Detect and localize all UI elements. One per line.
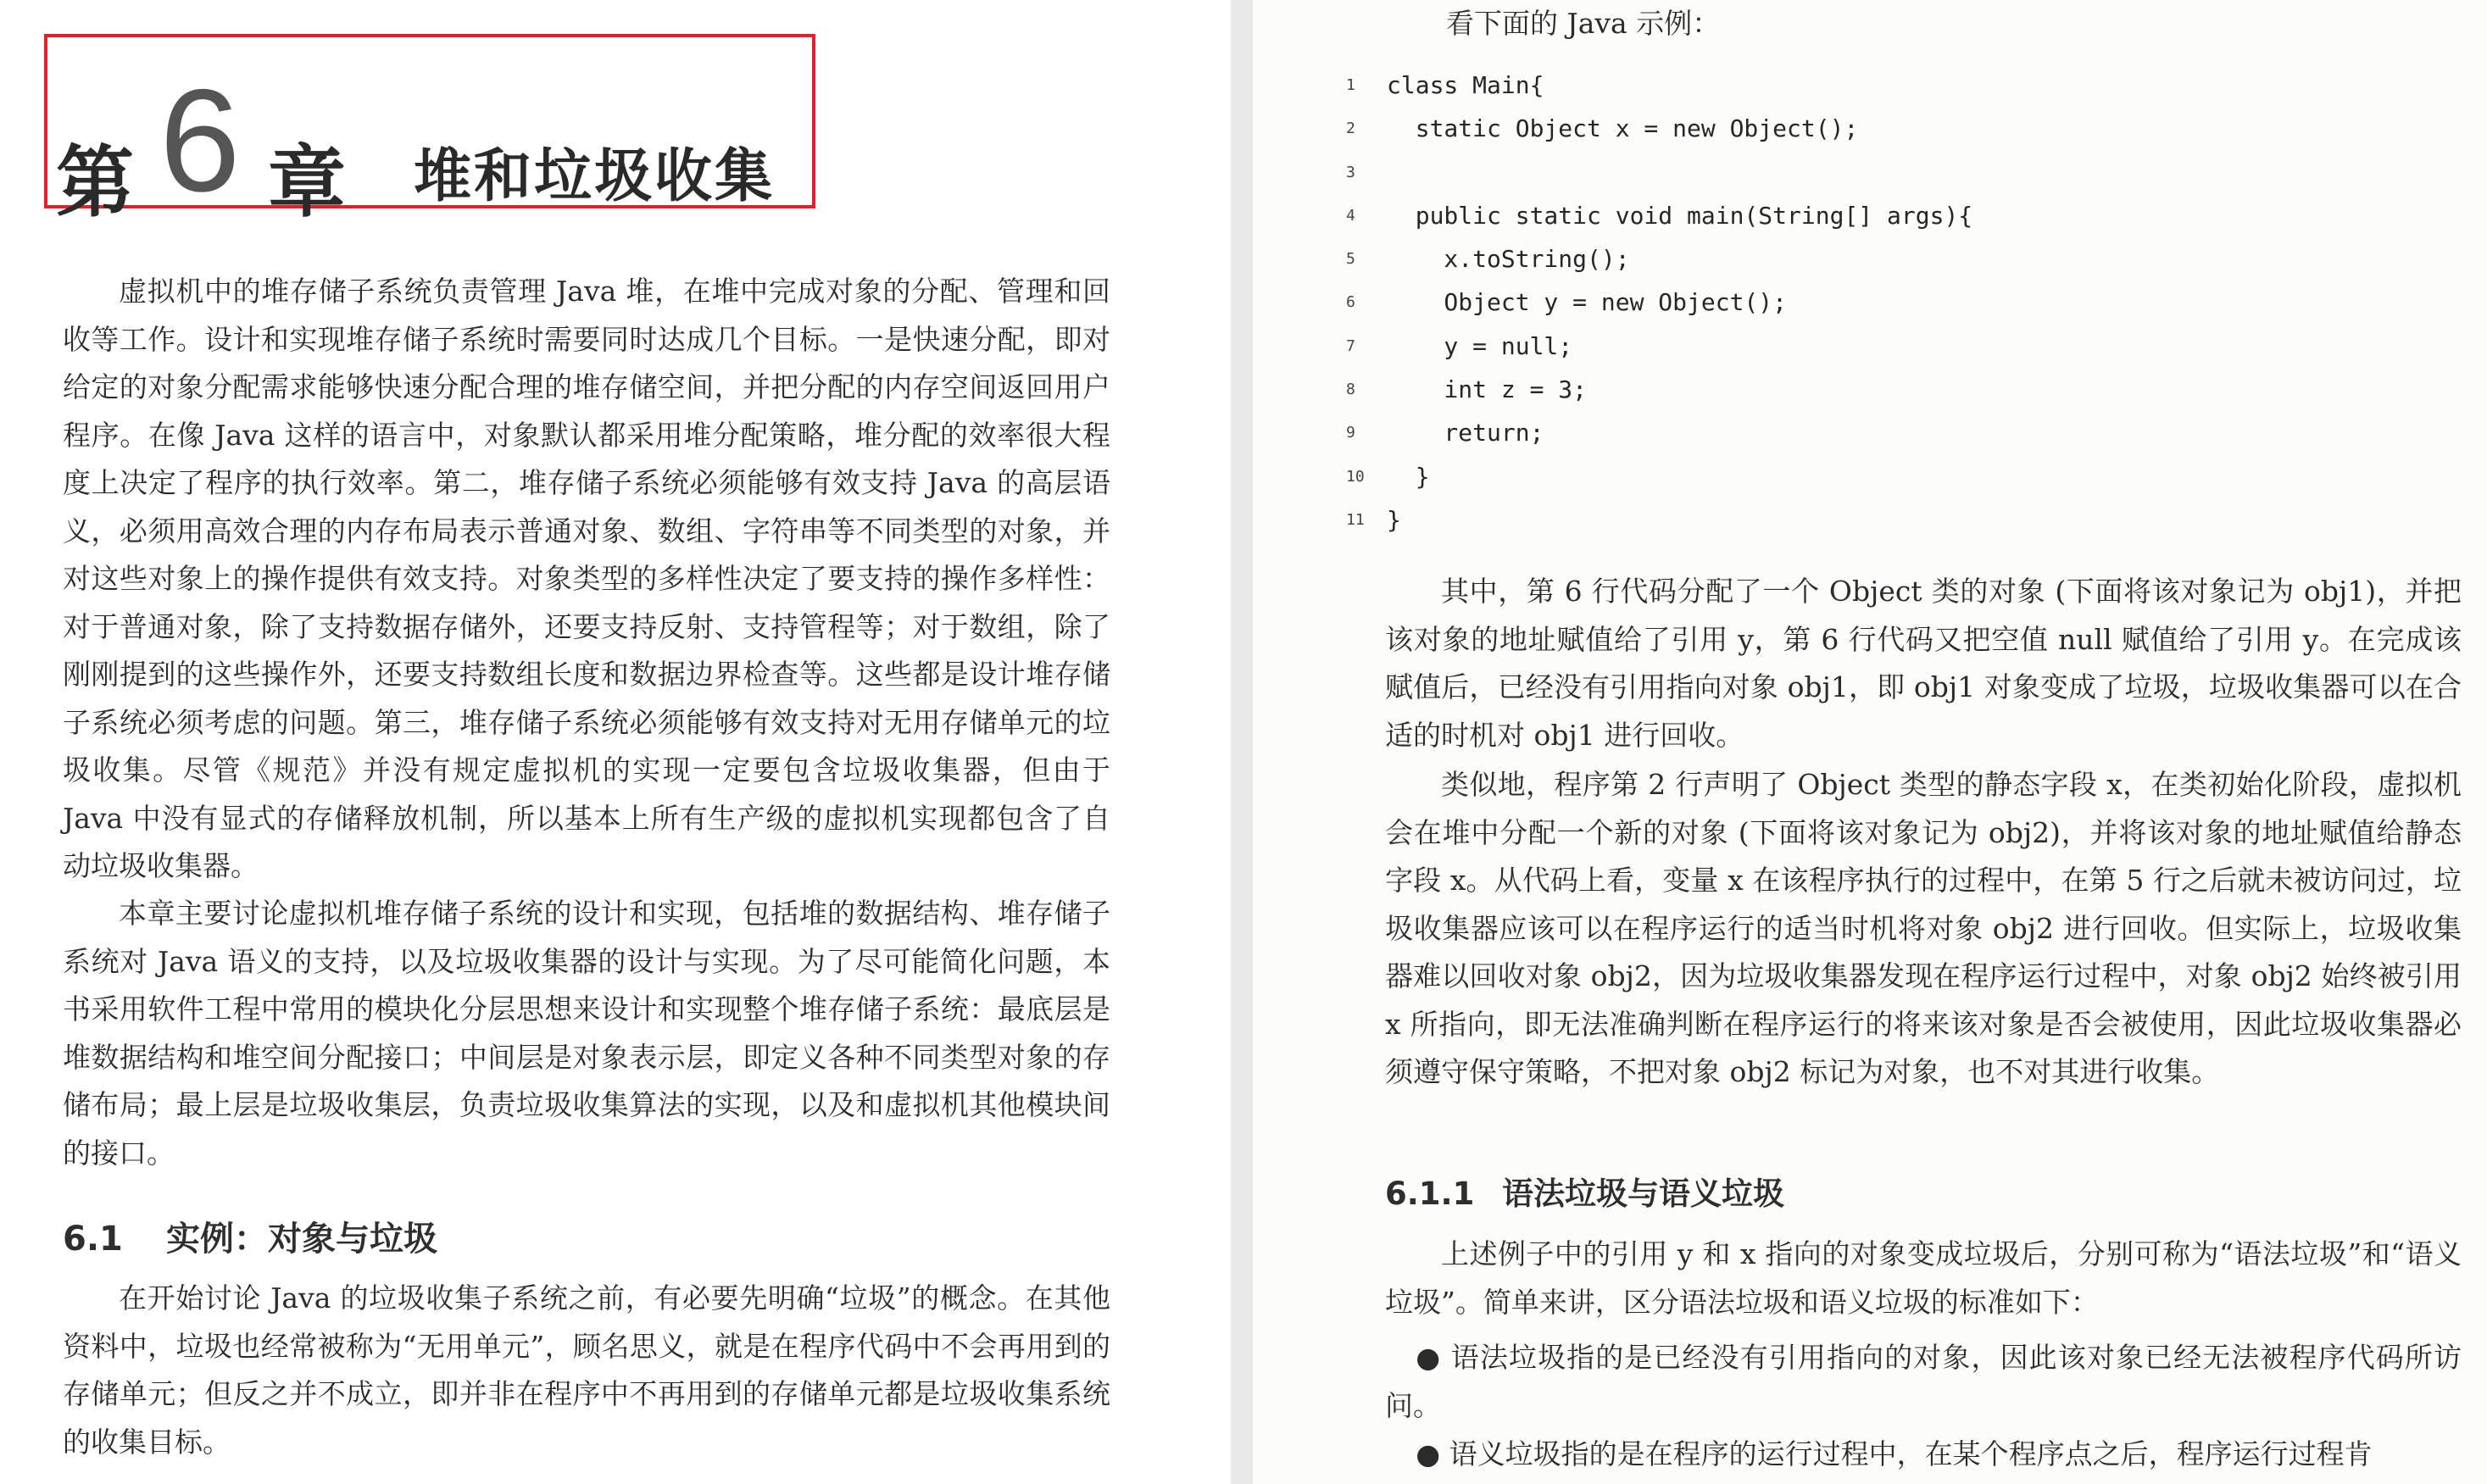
bullet-mark: ● bbox=[1416, 1341, 1442, 1374]
chapter-prefix: 第 bbox=[56, 136, 135, 228]
intro-paragraph-2: 本章主要讨论虚拟机堆存储子系统的设计和实现，包括堆的数据结构、堆存储子系统对 Java 语义的支持，以及垃圾收集器的设计与实现。为了尽可能简化问题，本书采用软件工程中常用的模块化分层思想来设计和实现整个堆存储子系统：最底层是堆数据结构和堆空间分配接口；中间层是对象表示层，即定义各种不同类型对象的存储布局；最上层是垃圾收集层，负责垃圾收集算法的实现，以及和虚拟机其他模块间的接口。 bbox=[63, 897, 1110, 1170]
code-line-text: return; bbox=[1387, 419, 1544, 447]
explanation-paragraph-1: 其中，第 6 行代码分配了一个 Object 类的对象 (下面将该对象记为 obj1)，并把该对象的地址赋值给了引用 y，第 6 行代码又把空值 null 赋值给了引用 y。在完成该赋值后，已经没有引用指向对象 obj1，即 obj1 对象变成了垃圾，垃圾收集器可以在合适的时机对 obj1 进行回收。 bbox=[1385, 575, 2462, 752]
code-line bbox=[1346, 109, 2278, 153]
code-line-number: 11 bbox=[1346, 510, 1365, 529]
code-line-text: class Main{ bbox=[1387, 71, 1544, 99]
code-line-text: x.toString(); bbox=[1387, 245, 1630, 274]
code-line bbox=[1346, 458, 2278, 501]
code-line bbox=[1346, 66, 2278, 109]
explanation-paragraph-2: 类似地，程序第 2 行声明了 Object 类型的静态字段 x，在类初始化阶段，虚拟机会在堆中分配一个新的对象 (下面将该对象记为 obj2)，并将该对象的地址赋值给静态字段 x。从代码上看，变量 x 在该程序执行的过程中，在第 5 行之后就未被访问过，垃圾收集器应该可以在程序运行的适当时机将对象 obj2 进行回收。但实际上，垃圾收集器难以回收对象 obj2，因为垃圾收集器发现在程序运行过程中，对象 obj2 始终被引用 x 所指向，即无法准确判断在程序运行的将来该对象是否会被使用，因此垃圾收集器必须遵守保守策略，不把对象 obj2 标记为对象，也不对其进行收集。 bbox=[1385, 768, 2462, 1088]
code-line-number: 6 bbox=[1346, 293, 1355, 312]
code-line-number: 3 bbox=[1346, 163, 1355, 181]
chapter-name: 堆和垃圾收集 bbox=[414, 142, 776, 210]
code-line-number: 4 bbox=[1346, 206, 1355, 225]
chapter-suffix: 章 bbox=[268, 136, 347, 228]
right-page bbox=[1253, 0, 2487, 1484]
code-line-number: 7 bbox=[1346, 336, 1355, 355]
code-line bbox=[1346, 414, 2278, 457]
code-line bbox=[1346, 370, 2278, 414]
chapter-number: 6 bbox=[159, 59, 241, 222]
subsection-number: 6.1.1 bbox=[1385, 1176, 1475, 1212]
bullet-text: 语法垃圾指的是已经没有引用指向的对象，因此该对象已经无法被程序代码所访问。 bbox=[1385, 1341, 2462, 1422]
left-page bbox=[0, 0, 1231, 1484]
subsection-paragraph: 上述例子中的引用 y 和 x 指向的对象变成垃圾后，分别可称为“语法垃圾”和“语义垃圾”。简单来讲，区分语法垃圾和语义垃圾的标准如下： bbox=[1385, 1237, 2462, 1319]
bullet-text: 语义垃圾指的是在程序的运行过程中，在某个程序点之后，程序运行过程肯 bbox=[1449, 1437, 2373, 1470]
code-line-text: Object y = new Object(); bbox=[1387, 288, 1788, 317]
code-line-number: 8 bbox=[1346, 381, 1355, 399]
section-heading bbox=[63, 1212, 437, 1260]
section-title: 实例：对象与垃圾 bbox=[166, 1220, 437, 1259]
code-line-text: y = null; bbox=[1387, 331, 1573, 360]
code-line-text: } bbox=[1387, 505, 1401, 534]
code-line-number: 9 bbox=[1346, 424, 1355, 442]
code-line bbox=[1346, 283, 2278, 326]
subsection-heading bbox=[1385, 1168, 1784, 1214]
code-line-text: public static void main(String[] args){ bbox=[1387, 201, 1973, 230]
section-paragraph: 在开始讨论 Java 的垃圾收集子系统之前，有必要先明确“垃圾”的概念。在其他资料中，垃圾也经常被称为“无用单元”，顾名思义，就是在程序代码中不会再用到的存储单元；但反之并不成立，即并非在程序中不再用到的存储单元都是垃圾收集系统的收集目标。 bbox=[63, 1281, 1110, 1459]
code-intro-text: 看下面的 Java 示例： bbox=[1446, 7, 1721, 40]
bullet-item bbox=[1385, 1431, 2462, 1479]
code-line bbox=[1346, 197, 2278, 240]
intro-paragraph-1: 虚拟机中的堆存储子系统负责管理 Java 堆，在堆中完成对象的分配、管理和回收等工作。设计和实现堆存储子系统时需要同时达成几个目标。一是快速分配，即对给定的对象分配需求能够快速分配合理的堆存储空间，并把分配的内存空间返回用户程序。在像 Java 这样的语言中，对象默认都采用堆分配策略，堆分配的效率很大程度上决定了程序的执行效率。第二，堆存储子系统必须能够有效支持 Java 的高层语义，必须用高效合理的内存布局表示普通对象、数组、字符串等不同类型的对象，并对这些对象上的操作提供有效支持。对象类型的多样性决定了要支持的操作多样性：对于普通对象，除了支持数据存储外，还要支持反射、支持管程等；对于数组，除了刚刚提到的这些操作外，还要支持数组长度和数据边界检查等。这些都是设计堆存储子系统必须考虑的问题。第三，堆存储子系统必须能够有效支持对无用存储单元的垃圾收集。尽管《规范》并没有规定虚拟机的实现一定要包含垃圾收集器，但由于 Java 中没有显式的存储释放机制，所以基本上所有生产级的虚拟机实现都包含了自动垃圾收集器。 bbox=[63, 275, 1110, 882]
code-line-number: 2 bbox=[1346, 119, 1355, 138]
code-line bbox=[1346, 327, 2278, 370]
section-number: 6.1 bbox=[63, 1220, 123, 1259]
code-line bbox=[1346, 240, 2278, 283]
code-line bbox=[1346, 153, 2278, 197]
code-line-number: 5 bbox=[1346, 250, 1355, 269]
code-line-text: static Object x = new Object(); bbox=[1387, 114, 1859, 143]
code-line-number: 1 bbox=[1346, 76, 1355, 94]
code-line bbox=[1346, 501, 2278, 544]
code-line-number: 10 bbox=[1346, 467, 1365, 486]
code-listing bbox=[1346, 66, 2278, 544]
bullet-mark: ● bbox=[1416, 1437, 1441, 1470]
subsection-title: 语法垃圾与语义垃圾 bbox=[1502, 1176, 1784, 1212]
code-line-text: int z = 3; bbox=[1387, 375, 1588, 404]
bullet-item bbox=[1385, 1334, 2462, 1430]
code-line-text: } bbox=[1387, 462, 1430, 491]
